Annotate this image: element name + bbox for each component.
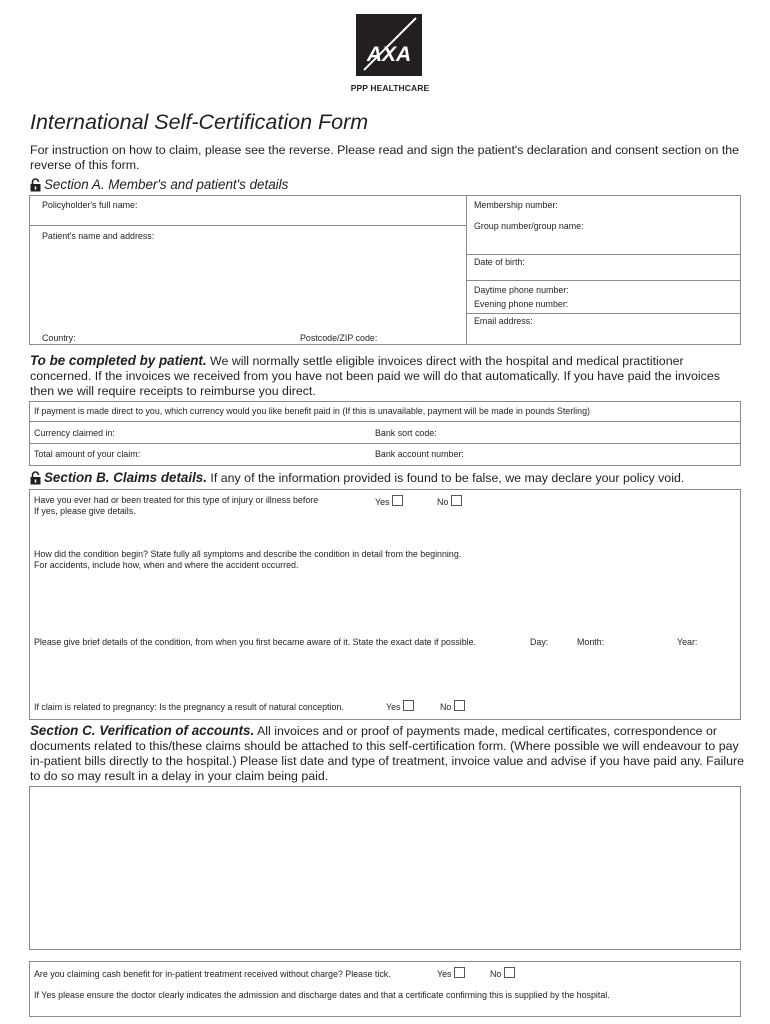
cash-benefit-yes [437,967,465,979]
payment-box [29,401,741,466]
prior-treatment-no [437,495,462,507]
yes-label: Yes [386,702,401,712]
divider [466,313,740,314]
prior-treatment-details: If yes, please give details. [34,506,136,516]
pregnancy-yes [386,700,414,712]
cash-benefit-note: If Yes please ensure the doctor clearly indicates the admission and discharge dates and that a certificate confirming this is supplied by the hospital. [34,990,610,1000]
prior-treatment-yes [375,495,403,507]
axa-logo-mark [356,14,422,76]
section-b-heading [30,470,684,488]
divider [466,280,740,281]
divider [466,254,740,255]
no-label: No [490,969,502,979]
day-field[interactable]: Day: [530,637,549,647]
policyholder-name-field[interactable]: Policyholder's full name: [42,200,138,210]
cash-benefit-no [490,967,515,979]
section-c-heading: Section C. Verification of accounts. [30,723,255,738]
intro-text: For instruction on how to claim, please see the reverse. Please read and sign the patient's declaration and consent section on the reverse of this form. [30,143,740,172]
yes-label: Yes [375,497,390,507]
postcode-field[interactable]: Postcode/ZIP code: [300,333,378,343]
section-c-text: All invoices and or proof of payments made, medical certificates, correspondence or documents related to this/these claims should be attached to this self-certification form. (Where possible we will endeavour to pay in-patient bills directly to the hospital.) Please list date and type of treatment, invoice value and advise if you have paid any. Failure to do so may result in a delay in your claim being paid. [30,724,745,783]
section-b-box [29,489,741,720]
cash-benefit-yes-checkbox[interactable] [454,967,465,978]
section-c-paragraph [30,723,746,784]
section-b-warning: If any of the information provided is found to be false, we may declare your policy void. [206,471,685,485]
cash-benefit-no-checkbox[interactable] [504,967,515,978]
condition-question: How did the condition begin? State fully all symptoms and describe the condition in detail from the beginning. [34,549,462,559]
prior-treatment-yes-checkbox[interactable] [392,495,403,506]
pregnancy-no-checkbox[interactable] [454,700,465,711]
section-a-title: Section A. Member's and patient's details [44,177,289,192]
country-field[interactable]: Country: [42,333,76,343]
cash-benefit-box [29,961,741,1017]
lock-icon [30,471,41,488]
cash-benefit-question: Are you claiming cash benefit for in-patient treatment received without charge? Please tick. [34,969,391,979]
no-label: No [440,702,452,712]
group-name-field[interactable]: Group number/group name: [474,221,584,231]
bank-sort-code-field[interactable]: Bank sort code: [375,428,437,438]
axa-logo [356,14,422,76]
membership-number-field[interactable]: Membership number: [474,200,558,210]
patient-section-heading: To be completed by patient. [30,353,207,368]
patient-address-field[interactable]: Patient's name and address: [42,231,155,241]
currency-field[interactable]: Currency claimed in: [34,428,115,438]
prior-treatment-question: Have you ever had or been treated for this type of injury or illness before [34,495,319,505]
date-of-birth-field[interactable]: Date of birth: [474,257,525,267]
email-field[interactable]: Email address: [474,316,533,326]
divider [466,196,467,344]
condition-details-question: Please give brief details of the condition, from when you first became aware of it. State the exact date if possible. [34,637,477,647]
total-claim-field[interactable]: Total amount of your claim: [34,449,141,459]
treatment-details-area[interactable] [29,786,741,950]
patient-section-paragraph [30,353,746,399]
page-title: International Self-Certification Form [30,110,369,134]
bank-account-field[interactable]: Bank account number: [375,449,464,459]
currency-question: If payment is made direct to you, which currency would you like benefit paid in (If this is unavailable, payment will be made in pounds Sterling) [34,406,590,416]
section-a-box [29,195,741,345]
section-b-title: Section B. Claims details. [44,470,207,485]
divider [30,443,740,444]
year-field[interactable]: Year: [677,637,698,647]
divider [30,421,740,422]
lock-icon [30,178,41,195]
pregnancy-no [440,700,465,712]
daytime-phone-field[interactable]: Daytime phone number: [474,285,569,295]
pregnancy-yes-checkbox[interactable] [403,700,414,711]
section-a-heading [30,177,288,195]
divider [30,225,466,226]
no-label: No [437,497,449,507]
month-field[interactable]: Month: [577,637,605,647]
pregnancy-question: If claim is related to pregnancy: Is the pregnancy a result of natural conception. [34,702,344,712]
patient-section-text: We will normally settle eligible invoices direct with the hospital and medical practitioner concerned. If the invoices we received from you have not been paid we will do that automatically. If you have paid the invoices then we will require receipts to reimburse you direct. [30,354,720,398]
prior-treatment-no-checkbox[interactable] [451,495,462,506]
logo-subtitle: PPP HEALTHCARE [350,83,430,93]
yes-label: Yes [437,969,452,979]
accident-question: For accidents, include how, when and where the accident occurred. [34,560,299,570]
evening-phone-field[interactable]: Evening phone number: [474,299,569,309]
svg-text:AXA: AXA [366,43,412,66]
